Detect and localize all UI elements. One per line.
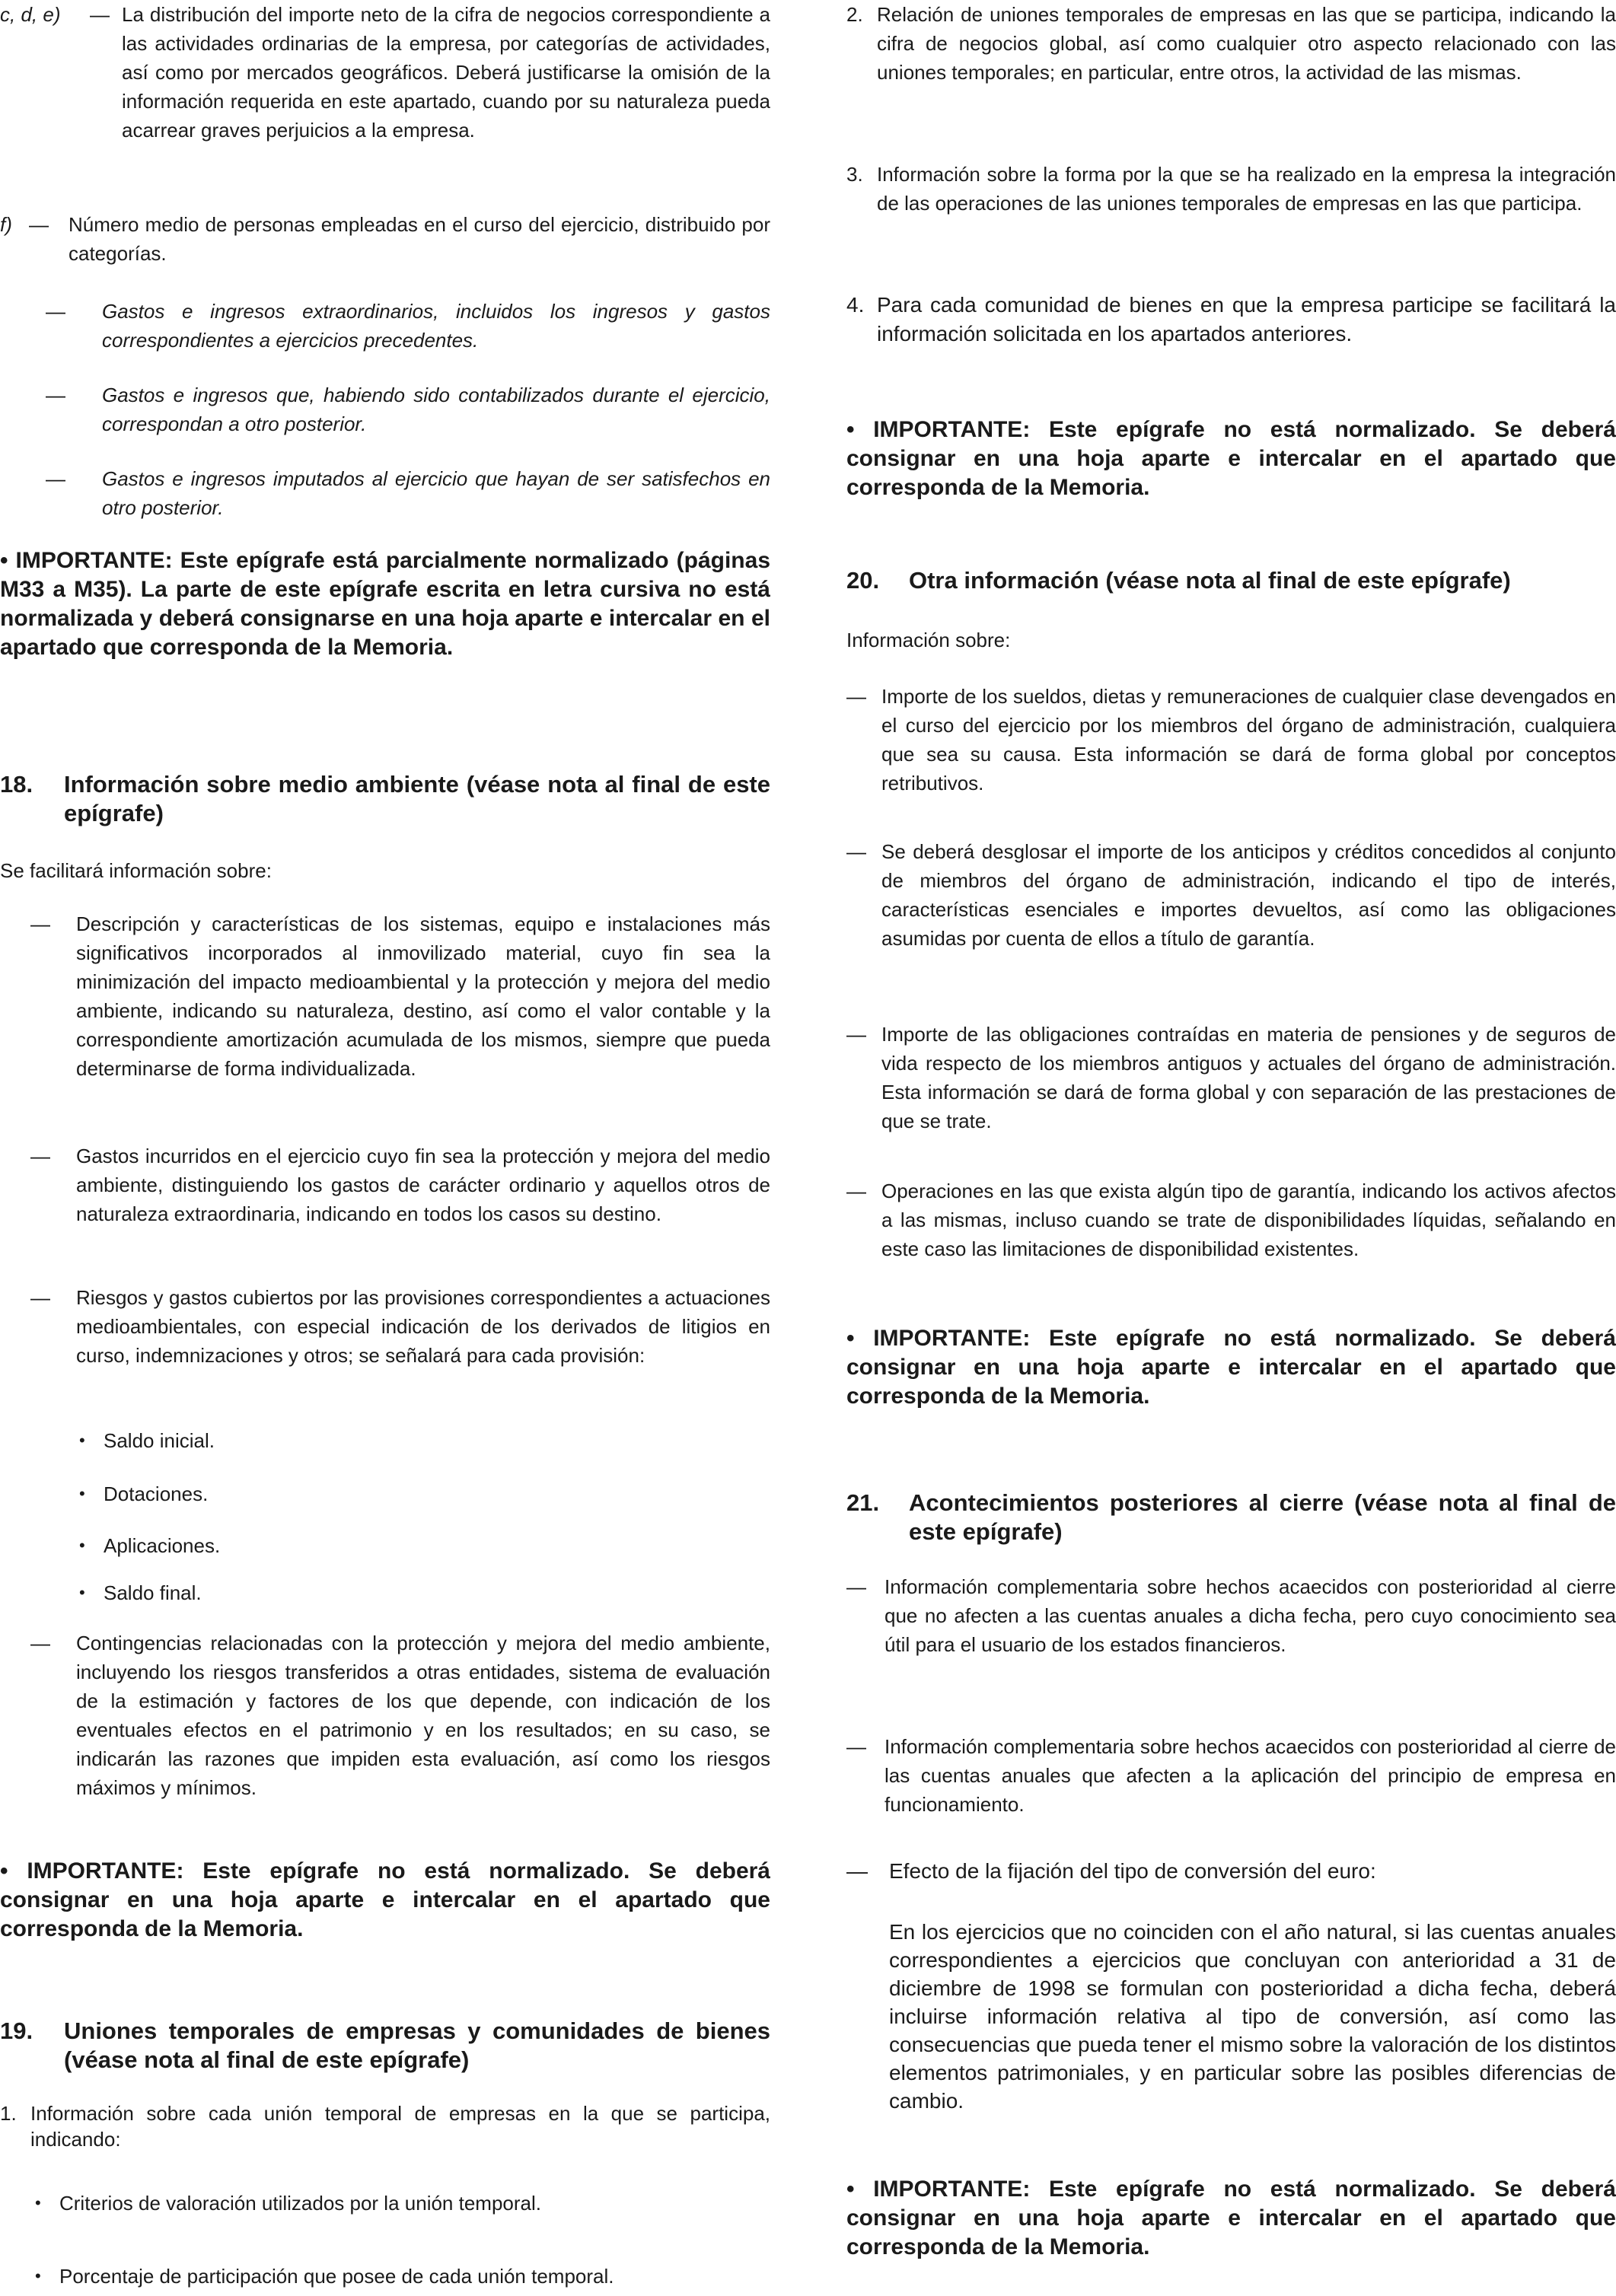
section-20-item-1-text: Importe de los sueldos, dietas y remuneraciones de cualquier clase devengados en el curso del ejercicio por los miembros del órgano de administración, cualquiera que sea su causa. Esta información se dará de forma global por conceptos retributivos.	[881, 685, 1616, 795]
italic-item-1	[46, 297, 770, 355]
section-19-number: 19.	[0, 2017, 33, 2044]
bullet-icon: •	[35, 2266, 41, 2285]
section-20-item-4	[846, 1177, 1616, 1263]
dash-icon: —	[846, 1735, 866, 1758]
item-cde-text: La distribución del importe neto de la cifra de negocios correspondiente a las actividades ordinarias de la empresa, por categorías de actividades, así como por mercados geográficos. Deberá justificarse la omisión de la información requerida en este apartado, cuando por su naturaleza pueda acarrear graves perjuicios a la empresa.	[122, 3, 770, 142]
item-f-dash: —	[29, 213, 49, 236]
italic-item-text: Gastos e ingresos que, habiendo sido contabilizados durante el ejercicio, correspondan a otro posterior.	[102, 384, 770, 435]
section-19-item-4	[846, 291, 1616, 349]
dash-icon: —	[846, 1180, 866, 1202]
item-f	[0, 210, 770, 268]
provision-item-text: Dotaciones.	[104, 1482, 209, 1505]
section-20-number: 20.	[846, 567, 880, 594]
bullet-icon: •	[79, 1583, 85, 1602]
provision-item	[79, 1426, 215, 1455]
bullet-icon: •	[0, 1858, 8, 1884]
section-19-item-2-text: Relación de uniones temporales de empresas en las que se participa, indicando la cifra de negocios global, así como cualquier otro aspecto relacionado con las uniones temporales; en particular, entre otros, la actividad de las mismas.	[877, 3, 1616, 84]
important-19	[846, 416, 1616, 502]
section-19-heading	[0, 2017, 770, 2075]
section-18-item-1	[30, 909, 770, 1083]
important-20	[846, 1324, 1616, 1411]
section-21-paragraph: En los ejercicios que no coinciden con el año natural, si las cuentas anuales correspondientes a ejercicios que concluyan con anterioridad a 31 de diciembre de 1998 se formulan con posterioridad a dicha fecha, deberá incluirse información relativa al tipo de conversión, así como las consecuencias que pueda tener el mismo sobre la valoración de los distintos elementos patrimoniales, y en particular sobre las posibles diferencias de cambio.	[889, 1920, 1616, 2113]
section-19-bullet-text: Criterios de valoración utilizados por la unión temporal.	[59, 2192, 541, 2215]
section-19-item-4-text: Para cada comunidad de bienes en que la empresa participe se facilitará la información solicitada en los apartados anteriores.	[877, 293, 1616, 346]
bullet-icon: •	[79, 1484, 85, 1503]
section-18-number: 18.	[0, 771, 33, 798]
section-21-heading	[846, 1489, 1616, 1546]
important-21-text: IMPORTANTE: Este epígrafe no está normalizado. Se deberá consignar en una hoja aparte e intercalar en el apartado que corresponda de la Memoria.	[846, 2177, 1616, 2259]
section-21-title: Acontecimientos posteriores al cierre (véase nota al final de este epígrafe)	[909, 1489, 1616, 1545]
item-number: 2.	[846, 3, 863, 26]
section-21-item-2-text: Información complementaria sobre hechos acaecidos con posterioridad al cierre de las cuentas anuales que afecten a la aplicación del principio de empresa en funcionamiento.	[884, 1735, 1616, 1816]
section-21-item-1-text: Información complementaria sobre hechos acaecidos con posterioridad al cierre que no afecten a las cuentas anuales a dicha fecha, pero cuyo conocimiento sea útil para el usuario de los estados financieros.	[884, 1575, 1616, 1656]
important-20-text: IMPORTANTE: Este epígrafe no está normalizado. Se deberá consignar en una hoja aparte e intercalar en el apartado que corresponda de la Memoria.	[846, 1326, 1616, 1409]
dash-icon: —	[46, 384, 65, 406]
section-18-heading	[0, 770, 770, 828]
section-19-bullet-1	[35, 2189, 541, 2218]
italic-item-text: Gastos e ingresos imputados al ejercicio que hayan de ser satisfechos en otro posterior.	[102, 467, 770, 519]
dash-icon: —	[30, 1632, 50, 1654]
section-20-item-2-text: Se deberá desglosar el importe de los anticipos y créditos concedidos al conjunto de miembros del órgano de administración, indicando el tipo de interés, características esenciales e importes devueltos, así como las obligaciones asumidas por cuenta de ellos a título de garantía.	[881, 840, 1616, 950]
item-number: 4.	[846, 293, 865, 317]
bullet-icon: •	[846, 417, 855, 442]
section-20-item-4-text: Operaciones en las que exista algún tipo de garantía, indicando los activos afectos a las mismas, incluso cuando se trate de disponibilidades líquidas, señalando en este caso las limitaciones de disponibilidad existentes.	[881, 1180, 1616, 1260]
section-19-bullet-2	[35, 2262, 614, 2291]
section-19-item-3-text: Información sobre la forma por la que se ha realizado en la empresa la integración de las operaciones de las uniones temporales de empresas en las que participa.	[877, 163, 1616, 215]
item-f-text: Número medio de personas empleadas en el curso del ejercicio, distribuido por categorías.	[69, 213, 770, 265]
section-18-item-4	[30, 1629, 770, 1802]
italic-item-text: Gastos e ingresos extraordinarios, incluidos los ingresos y gastos correspondientes a ejercicios precedentes.	[102, 300, 770, 352]
section-20-title: Otra información (véase nota al final de este epígrafe)	[909, 567, 1511, 594]
italic-item-3	[46, 464, 770, 522]
important-18	[0, 1857, 770, 1944]
item-f-marker: f)	[0, 213, 12, 236]
dash-icon: —	[30, 1145, 50, 1167]
provision-item-text: Aplicaciones.	[104, 1534, 221, 1557]
important-19-text: IMPORTANTE: Este epígrafe no está normalizado. Se deberá consignar en una hoja aparte e intercalar en el apartado que corresponda de la Memoria.	[846, 417, 1616, 500]
provision-item-text: Saldo inicial.	[104, 1429, 215, 1452]
section-18-item-2-text: Gastos incurridos en el ejercicio cuyo fin sea la protección y mejora del medio ambiente, distinguiendo los gastos de carácter ordinario y aquellos otros de naturaleza extraordinaria, indicando en todos los casos su destino.	[76, 1145, 770, 1225]
section-21-item-1	[846, 1572, 1616, 1659]
section-18-item-2	[30, 1142, 770, 1228]
item-number: 3.	[846, 163, 863, 186]
item-cde-dash: —	[90, 3, 110, 26]
section-19-title: Uniones temporales de empresas y comunidades de bienes (véase nota al final de este epígrafe)	[64, 2017, 770, 2073]
section-19-bullet-text: Porcentaje de participación que posee de cada unión temporal.	[59, 2265, 614, 2288]
bullet-icon: •	[79, 1536, 85, 1555]
section-18-title: Información sobre medio ambiente (véase nota al final de este epígrafe)	[64, 771, 770, 826]
important-partial	[0, 546, 770, 662]
section-18-item-3	[30, 1283, 770, 1370]
bullet-icon: •	[35, 2193, 41, 2212]
dash-icon: —	[846, 1859, 868, 1883]
section-20-item-2	[846, 837, 1616, 953]
dash-icon: —	[46, 300, 65, 323]
provision-item	[79, 1479, 208, 1508]
section-18-item-1-text: Descripción y características de los sistemas, equipo e instalaciones más significativos incorporados al inmovilizado material, cuyo fin sea la minimización del impacto medioambiental y la protección y mejora del medio ambiente, indicando su naturaleza, destino, así como el valor contable y la correspondiente amortización acumulada de los mismos, siempre que pueda determinarse de forma individualizada.	[76, 912, 770, 1080]
item-number: 1.	[0, 2102, 17, 2125]
section-19-item-1-text: Información sobre cada unión temporal de empresas en la que se participa, indicando:	[30, 2102, 770, 2151]
section-20-item-3-text: Importe de las obligaciones contraídas en materia de pensiones y de seguros de vida respecto de los miembros antiguos y actuales del órgano de administración. Esta información se dará de forma global y con separación de las prestaciones de que se trate.	[881, 1023, 1616, 1132]
item-cde	[0, 0, 770, 145]
bullet-icon: •	[79, 1431, 85, 1450]
important-partial-text: IMPORTANTE: Este epígrafe está parcialmente normalizado (páginas M33 a M35). La parte de este epígrafe escrita en letra cursiva no está normalizada y deberá consignarse en una hoja aparte e intercalar en el apartado que corresponda de la Memoria.	[0, 548, 771, 660]
dash-icon: —	[46, 467, 65, 490]
item-cde-marker: c, d, e)	[0, 3, 61, 26]
section-18-item-3-text: Riesgos y gastos cubiertos por las provisiones correspondientes a actuaciones medioambientales, con especial indicación de los derivados de litigios en curso, indemnizaciones y otros; se señalará para cada provisión:	[76, 1286, 770, 1367]
section-21-item-3-text: Efecto de la fijación del tipo de conversión del euro:	[889, 1859, 1376, 1883]
section-19-item-3	[846, 160, 1616, 218]
italic-item-2	[46, 381, 770, 438]
dash-icon: —	[846, 685, 866, 708]
section-18-intro: Se facilitará información sobre:	[0, 859, 272, 882]
dash-icon: —	[846, 840, 866, 863]
section-21-item-2	[846, 1732, 1616, 1819]
important-21	[846, 2175, 1616, 2262]
provision-item	[79, 1531, 220, 1560]
dash-icon: —	[30, 912, 50, 935]
provision-item-text: Saldo final.	[104, 1581, 202, 1604]
section-21-item-3	[846, 1857, 1616, 1886]
bullet-icon: •	[846, 1326, 855, 1351]
section-21-number: 21.	[846, 1489, 880, 1516]
section-20-intro: Información sobre:	[846, 629, 1011, 651]
bullet-icon: •	[0, 548, 8, 573]
section-19-item-2	[846, 0, 1616, 87]
bullet-icon: •	[846, 2177, 855, 2202]
provision-item	[79, 1578, 202, 1607]
section-18-item-4-text: Contingencias relacionadas con la protección y mejora del medio ambiente, incluyendo los riesgos transferidos a otras entidades, sistema de evaluación de la estimación y factores de los que depende, con indicación de los eventuales efectos en el patrimonio y en los resultados; en su caso, se indicarán las razones que impiden esta evaluación, así como los riesgos máximos y mínimos.	[76, 1632, 770, 1799]
section-20-item-3	[846, 1020, 1616, 1135]
dash-icon: —	[846, 1575, 866, 1598]
dash-icon: —	[846, 1023, 866, 1046]
important-18-text: IMPORTANTE: Este epígrafe no está normalizado. Se deberá consignar en una hoja aparte e intercalar en el apartado que corresponda de la Memoria.	[0, 1858, 770, 1941]
section-20-heading	[846, 566, 1616, 595]
section-19-item-1	[0, 2100, 770, 2152]
section-20-item-1	[846, 682, 1616, 798]
dash-icon: —	[30, 1286, 50, 1309]
